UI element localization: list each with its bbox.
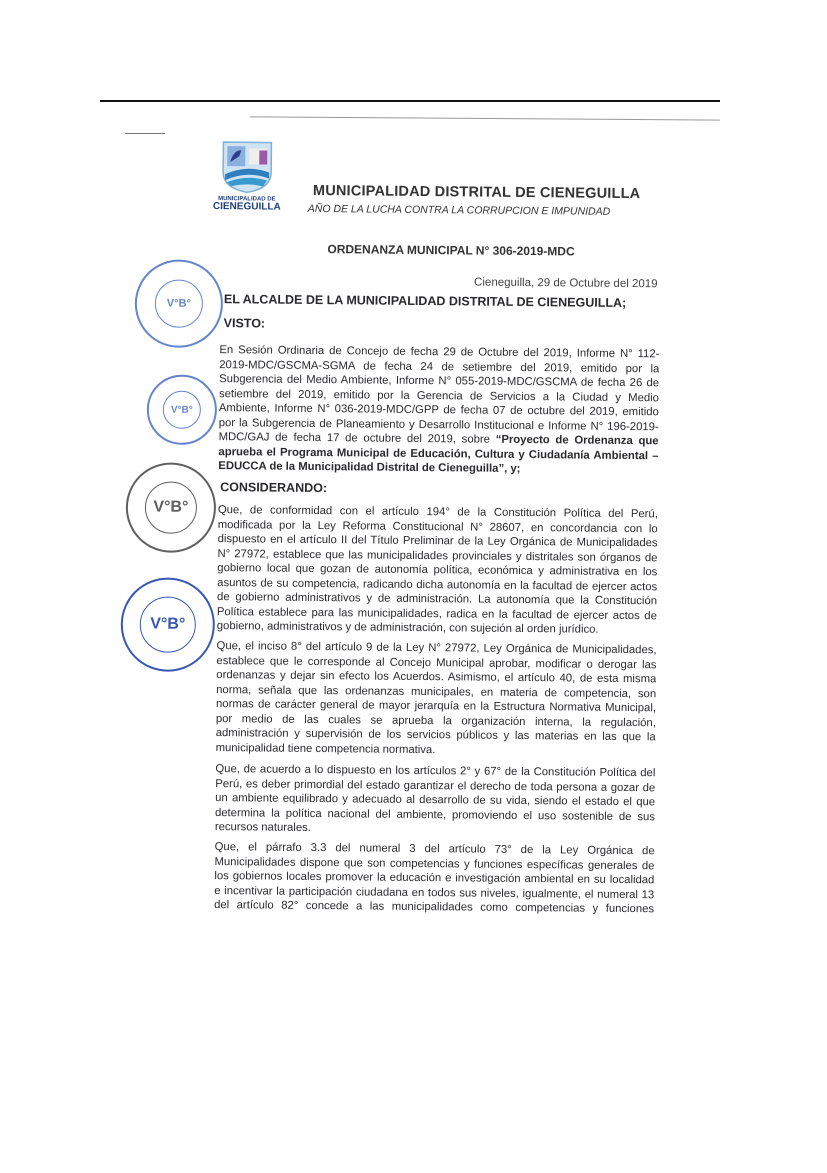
visto-heading: VISTO: (223, 316, 266, 331)
vobo-mark: V°B° (163, 391, 201, 429)
text-line: Subgerencia del Medio Ambiente, Informe N° 055-2019-MDC/GSCMA de fecha 26 de (219, 373, 660, 390)
visto-paragraph (218, 343, 659, 478)
municipal-shield-logo (219, 138, 276, 195)
text-line: determina la política nacional del ambiente, promoviendo el uso sostenible de sus (214, 806, 656, 823)
bold-title-start: “Proyecto de Ordenanza que (495, 433, 659, 448)
text-line: municipalidad tiene competencia normativa. (215, 741, 436, 756)
issuer-line: EL ALCALDE DE LA MUNICIPALIDAD DISTRITAL DE CIENEGUILLA; (223, 292, 627, 310)
logo-caption (209, 196, 285, 213)
text-line: setiembre del 2019, emitido por la Gerencia de Servicios a la Ciudad y Medio (218, 387, 660, 404)
document-title: ORDENANZA MUNICIPAL N° 306-2019-MDC (327, 242, 575, 259)
text-line: dispuesto en el artículo II del Título Preliminar de la Ley Orgánica de Municipalidades (217, 533, 658, 550)
text-line: Que, el párrafo 3.3 del numeral 3 del artículo 73° de la Ley Orgánica de (214, 841, 655, 858)
text-line: un ambiente equilibrado y adecuado al desarrollo de su vida, siendo el estado el que (215, 792, 656, 809)
vobo-mark: V°B° (155, 279, 203, 327)
considerando-paragraph-1 (217, 503, 658, 638)
text-line: modificada por la Ley Reforma Constitucional N° 28607, en concordancia con lo (217, 518, 658, 535)
text-line: asuntos de su competencia, radicando dicha autonomía en la facultad de ejercer actos (217, 576, 658, 593)
considerando-paragraph-3 (215, 762, 656, 839)
vobo-mark: V°B° (140, 596, 197, 653)
considerando-paragraph-2 (216, 639, 657, 759)
text-line: por la Subgerencia de Planeamiento y Desarrollo Institucional e Informe N° 196-2019- (218, 416, 659, 433)
text-line: Ambiente, Informe N° 036-2019-MDC/GPP de fecha 07 de octubre del 2019, emitido (218, 402, 659, 419)
text-line: Perú, es deber primordial del estado garantizar el derecho de toda persona a gozar de (215, 777, 656, 794)
document-date: Cieneguilla, 29 de Octubre del 2019 (474, 276, 658, 291)
text-line: recursos naturales. (214, 821, 311, 834)
text-line: Que, de acuerdo a lo dispuesto en los artículos 2° y 67° de la Constitución Política del (215, 763, 656, 780)
text-line: Política establece para las municipalidades, radica en la facultad de ejercer actos de (216, 605, 657, 622)
text-line: gobierno, administrativos y de administración, con sujeción al orden jurídico. (216, 620, 599, 636)
text-line: aprueba el Programa Municipal de Educación, Cultura y Ciudadanía Ambiental – (218, 445, 659, 462)
blue-vobo-stamp (120, 577, 215, 672)
gerencia-municipal-stamp (125, 462, 216, 553)
text-line: por medio de las cuales se aprueba la organización interna, la regulación, (215, 712, 656, 729)
text-line: del artículo 82° concede a las municipalidades como competencias y funciones (214, 899, 655, 916)
vobo-mark: V°B° (145, 481, 197, 533)
text-line: En Sesión Ordinaria de Concejo de fecha 29 de Octubre del 2019, Informe N° 112- (219, 344, 660, 361)
text-line: los gobiernos locales promover la educación e investigación ambiental en su localidad (214, 870, 655, 887)
text-line: establece que le corresponde al Concejo Municipal aprobar, modificar o derogar las (216, 654, 657, 671)
text-line: MDC/GAJ de fecha 17 de octubre del 2019, sobre “Proyecto de Ordenanza que (218, 431, 659, 448)
text-line: N° 27972, establece que las municipalidades provinciales y distritales son órganos de (217, 547, 658, 564)
text-line: normas de carácter general de mayor jerarquía en la Estructura Normativa Municipal, (215, 698, 657, 715)
considerando-paragraph-4 (214, 840, 655, 917)
text-line: gobierno local que gozan de autonomía política, económica y administrativa en los (217, 562, 658, 579)
text-line: Que, el inciso 8° del artículo 9 de la Ley N° 27972, Ley Orgánica de Municipalidades, (216, 640, 657, 657)
text-line: de gobierno administrativos y de administración. La autonomía que la Constitución (217, 591, 658, 608)
year-motto: AÑO DE LA LUCHA CONTRA LA CORRUPCION E IMPUNIDAD (307, 202, 611, 218)
text-line: administración y supervisión de los servicios públicos y las materias en las que la (215, 727, 656, 744)
logo-caption-small: MUNICIPALIDAD DE (218, 196, 276, 203)
logo-caption-big: CIENEGUILLA (212, 200, 281, 213)
text-line: e incentivar la participación ciudadana en todos sus niveles, igualmente, el numeral 13 (214, 884, 655, 901)
text-line: Municipalidades dispone que son competencias y funciones específicas generales de (214, 855, 655, 872)
text-line: Que, de conformidad con el artículo 194° de la Constitución Política del Perú, (217, 504, 658, 521)
organization-name: MUNICIPALIDAD DISTRITAL DE CIENEGUILLA (312, 182, 641, 203)
secretaria-general-stamp (147, 374, 218, 445)
text-line: EDUCCA de la Municipalidad Distrital de Cieneguilla”, y; (218, 460, 521, 475)
alcaldia-stamp (134, 259, 223, 348)
text-line: ordenanzas y dejar sin efecto los Acuerdos. Asimismo, el artículo 40, de esta misma (216, 669, 657, 686)
text-line: norma, señala que las ordenanzas municipales, en materia de competencia, son (216, 683, 657, 700)
considerando-heading: CONSIDERANDO: (220, 480, 328, 496)
text-line: 2019-MDC/GSCMA-SGMA de fecha 24 de setiembre del 2019, emitido por la (219, 358, 660, 375)
